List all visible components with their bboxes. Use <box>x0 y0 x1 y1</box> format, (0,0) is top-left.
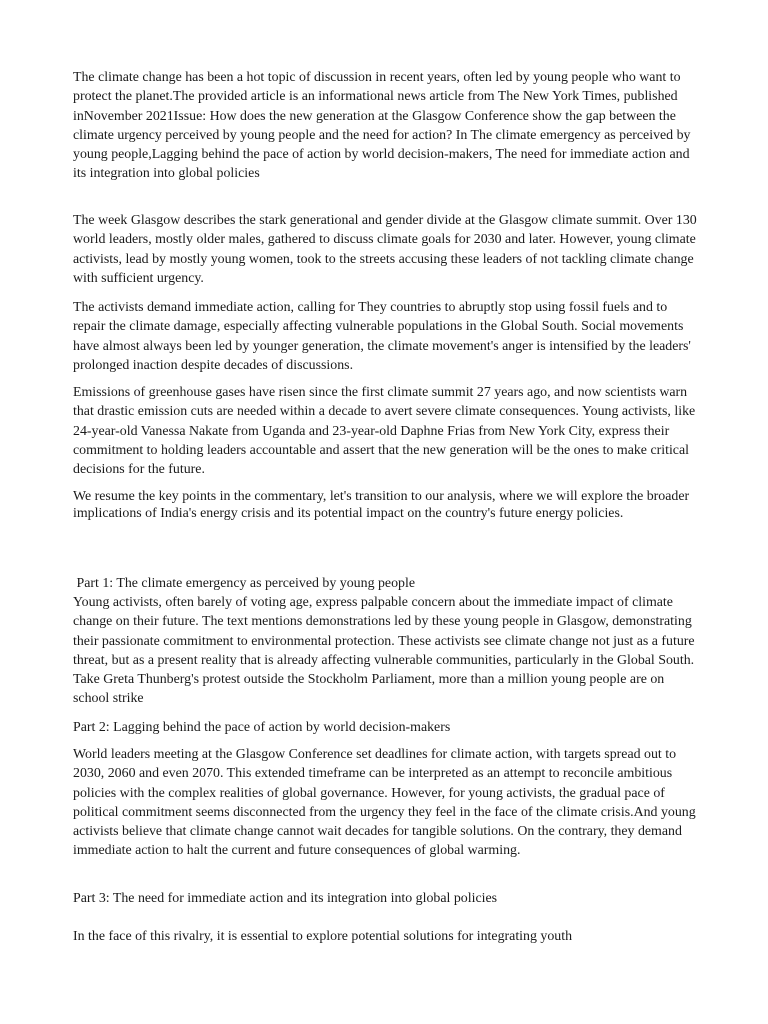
part2-body: World leaders meeting at the Glasgow Conference set deadlines for climate action, with targets spread out to 2030, 2060 and even 2070. This extended timeframe can be interpreted as an attempt to reconcile ambitious policies with the complex realities of global governance. However, for young activists, the gradual pace of political commitment seems disconnected from the urgency they feel in the face of the climate crisis.And young activists believe that climate change cannot wait decades for tangible solutions. On the contrary, they demand immediate action to halt the current and future consequences of global warming. <box>73 747 696 859</box>
intro-paragraph: The climate change has been a hot topic of discussion in recent years, often led by young people who want to protect the planet.The provided article is an informational news article from The New York Times, published inNovember 2021Issue: How does the new generation at the Glasgow Conference show the gap between the climate urgency perceived by young people and the need for action? In The climate emergency as perceived by young people,Lagging behind the pace of action by world decision-makers, The need for immediate action and its integration into global policies <box>73 70 691 182</box>
part3-heading: Part 3: The need for immediate action and its integration into global policies <box>73 891 498 906</box>
part1-heading: Part 1: The climate emergency as perceived by young people <box>73 576 416 591</box>
part2-heading: Part 2: Lagging behind the pace of action by world decision-makers <box>73 720 451 735</box>
summary-paragraph-1: The week Glasgow describes the stark generational and gender divide at the Glasgow climate summit. Over 130 world leaders, mostly older males, gathered to discuss climate goals for 2030 and later. However, young climate activists, lead by mostly young women, took to the streets accusing these leaders of not tackling climate change with sufficient urgency. <box>73 213 697 286</box>
transition-paragraph: We resume the key points in the commentary, let's transition to our analysis, where we will explore the broader implications of India's energy crisis and its potential impact on the country's future energy policies. <box>73 489 690 521</box>
part3-body: In the face of this rivalry, it is essential to explore potential solutions for integrating youth <box>73 929 573 944</box>
summary-paragraph-2: The activists demand immediate action, calling for They countries to abruptly stop using fossil fuels and to repair the climate damage, especially affecting vulnerable populations in the Global South. Social movements have almost always been led by younger generation, the climate movement's anger is intensified by the leaders' prolonged inaction despite decades of discussions. <box>73 300 691 373</box>
summary-paragraph-3: Emissions of greenhouse gases have risen since the first climate summit 27 years ago, and now scientists warn that drastic emission cuts are needed within a decade to avert severe climate consequences. Young activists, like 24-year-old Vanessa Nakate from Uganda and 23-year-old Daphne Frias from New York City, express their commitment to holding leaders accountable and assert that the new generation will be the ones to make critical decisions for the future. <box>73 385 696 478</box>
part1-body: Young activists, often barely of voting age, express palpable concern about the immediate impact of climate change on their future. The text mentions demonstrations led by these young people in Glasgow, demonstrating their passionate commitment to environmental protection. These activists see climate change not just as a future threat, but as a present reality that is already affecting vulnerable communities, particularly in the Global South. Take Greta Thunberg's protest outside the Stockholm Parliament, more than a million young people are on school strike <box>73 595 695 707</box>
